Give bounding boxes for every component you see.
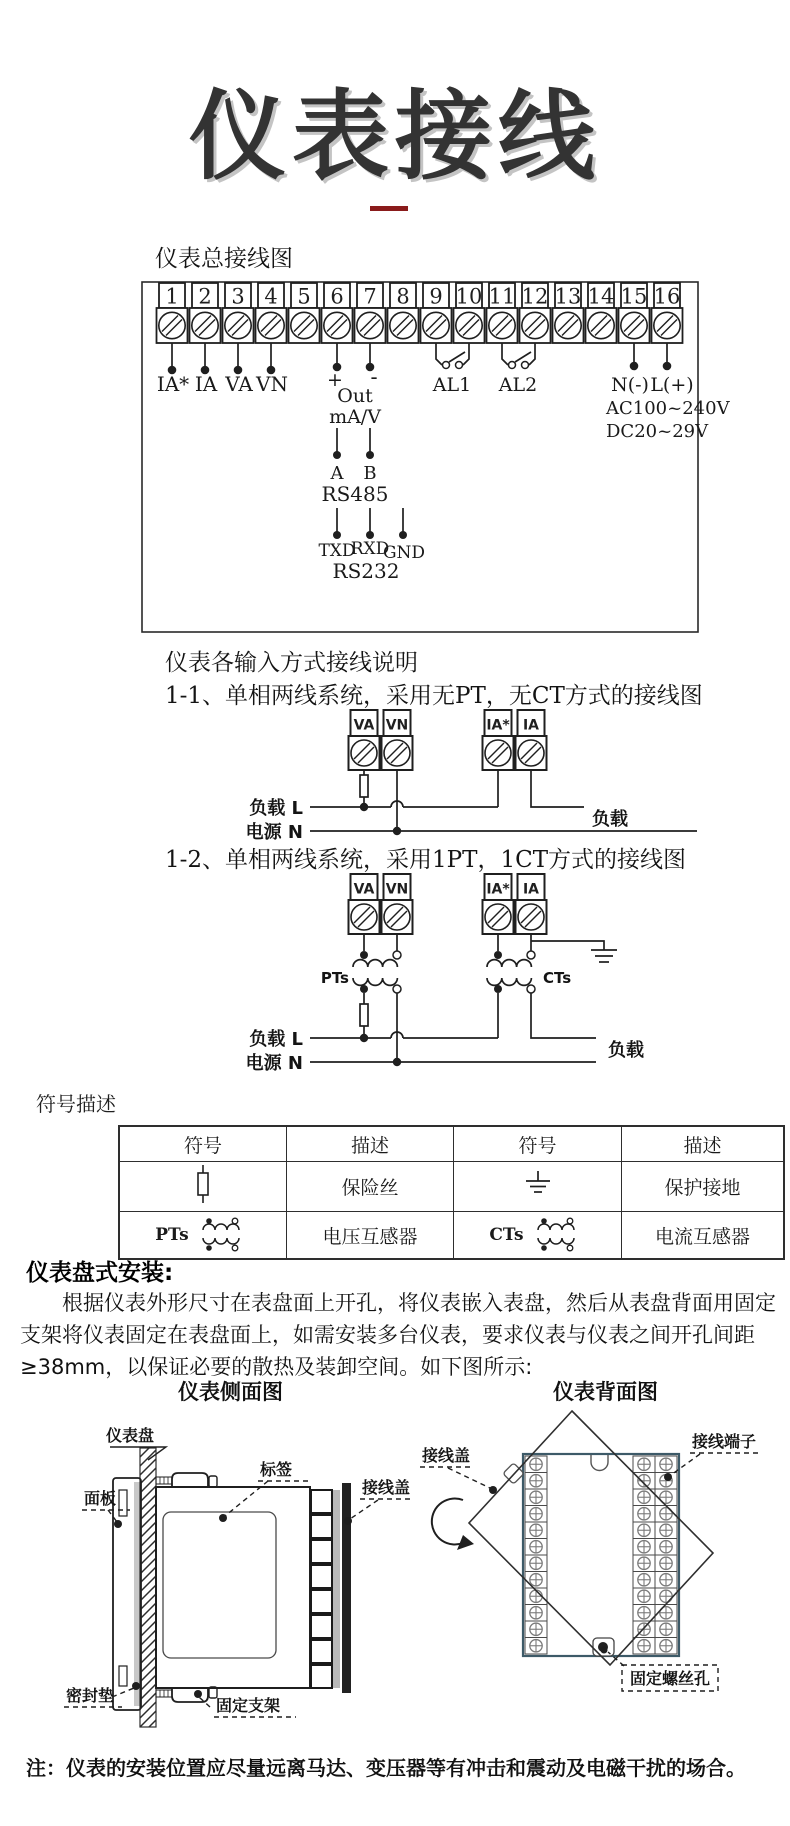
install-heading: 仪表盘式安装: (26, 1260, 174, 1286)
rotate-arrowhead (457, 1535, 474, 1550)
gnd-label: GND (382, 543, 426, 563)
terminal-cell (311, 1615, 332, 1638)
mode2-load-right-label: 负载 (608, 1040, 644, 1061)
screw-icon (518, 740, 544, 766)
terminal-number: 4 (264, 284, 278, 309)
install-paragraph: 根据仪表外形尺寸在表盘面上开孔，将仪表嵌入表盘，然后从表盘背面用固定支架将仪表固定在表盘面上，如需安装多台仪表，要求仪表与仪表之间开孔间距≥38mm，以保证必要的散热及装卸空间。如下图所示: (20, 1291, 776, 1379)
terminal-cell (311, 1515, 332, 1538)
back-view-title: 仪表背面图 (553, 1379, 658, 1404)
back-view-svg (390, 1400, 780, 1700)
master-labels (157, 365, 731, 583)
screw-icon (621, 312, 647, 338)
terminal-number: 5 (297, 284, 311, 309)
screw-icon (588, 312, 614, 338)
screw-icon (555, 312, 581, 338)
terminal-number: 9 (429, 284, 443, 309)
terminal-number: 13 (554, 284, 582, 309)
screw-icon (485, 904, 511, 930)
col-header-desc2: 描述 (622, 1126, 785, 1162)
earth-icon (523, 1171, 553, 1197)
input-modes-heading: 仪表各输入方式接线说明 (165, 650, 418, 676)
out-plus-label: + (327, 369, 343, 391)
ct-symbol-label: CTs (489, 1225, 524, 1245)
tag-label: 标签 (260, 1460, 293, 1479)
pt-desc: 电压互感器 (287, 1212, 454, 1260)
mode1-title: 1-1、单相两线系统，采用无PT，无CT方式的接线图 (165, 683, 703, 709)
screw-hole-label: 固定螺丝孔 (630, 1669, 711, 1688)
mode2-source-n-label: 电源 N (245, 1053, 303, 1074)
screw-icon (384, 740, 410, 766)
screw-icon (518, 904, 544, 930)
master-diagram-heading: 仪表总接线图 (155, 246, 293, 272)
al2-label: AL2 (498, 374, 538, 396)
rs485-label: RS485 (321, 482, 389, 506)
terminal-cell (311, 1565, 332, 1588)
terminal-number: 7 (363, 284, 377, 309)
ct-symbol-cell (454, 1212, 622, 1260)
terminal-cell (311, 1540, 332, 1563)
fuse-symbol-cell (119, 1162, 287, 1212)
col-header-desc: 描述 (287, 1126, 454, 1162)
terminal-label: IA* (486, 881, 510, 898)
terminal-label: IA (522, 717, 540, 734)
title-underline (370, 206, 408, 211)
terminal-number: 15 (620, 284, 648, 309)
terminal-block-label: 接线端子 (692, 1432, 757, 1451)
terminal-label: IA (522, 881, 540, 898)
screw-icon (456, 312, 482, 338)
terminal-label-vn: VN (256, 372, 288, 396)
mode2-terminals (349, 874, 547, 934)
screw-icon (489, 312, 515, 338)
terminal-label: VA (353, 717, 375, 734)
bottom-note: 注：仪表的安装位置应尽量远离马达、变压器等有冲击和震动及电磁干扰的场合。 (26, 1756, 746, 1780)
transformer-dots (360, 951, 535, 1066)
screw-icon (324, 312, 350, 338)
col-header-symbol: 符号 (119, 1126, 287, 1162)
screw-icon (159, 312, 185, 338)
terminal-strip (157, 283, 683, 343)
side-view-title: 仪表侧面图 (178, 1379, 283, 1404)
junction-dot (393, 827, 401, 835)
terminal-cell (311, 1490, 332, 1513)
terminal-label-va: VA (225, 372, 253, 396)
faceplate-label: 面板 (84, 1489, 117, 1508)
page-title: 仪表接线 (189, 80, 601, 193)
fuse-desc: 保险丝 (287, 1162, 454, 1212)
screw-icon (423, 312, 449, 338)
terminal-number: 11 (488, 284, 516, 309)
mode2-wires (310, 934, 617, 1062)
pt-symbol-label: PTs (155, 1225, 189, 1245)
terminal-number: 2 (198, 284, 212, 309)
pt-symbol-cell (119, 1212, 287, 1260)
terminal-label: VN (385, 717, 409, 734)
screw-icon (351, 904, 377, 930)
mode2-title: 1-2、单相两线系统，采用1PT，1CT方式的接线图 (165, 847, 687, 873)
terminal-cell (311, 1640, 332, 1663)
earth-desc: 保护接地 (622, 1162, 785, 1212)
bracket-label: 固定支架 (216, 1696, 281, 1715)
screw-icon (258, 312, 284, 338)
terminal-number: 12 (521, 284, 549, 309)
txd-label: TXD (318, 541, 356, 561)
terminal-number: 16 (653, 284, 681, 309)
screw-icon (192, 312, 218, 338)
terminal-number: 10 (455, 284, 483, 309)
rotate-arrow-icon (432, 1499, 463, 1545)
fuse-icon (190, 1163, 216, 1205)
out-minus-label: - (370, 365, 378, 389)
earth-symbol-cell (454, 1162, 622, 1212)
n-label: N(-) (611, 374, 649, 396)
screw-icon (485, 740, 511, 766)
mode1-load-right-label: 负载 (592, 809, 628, 830)
dc-range-label: DC20~29V (606, 421, 709, 442)
side-cover-label: 接线盖 (362, 1478, 411, 1497)
mode2-wiring-svg (140, 866, 700, 1074)
mode1-wires (310, 770, 697, 831)
ct-symbol-icon (530, 1215, 586, 1255)
terminal-label-ia-star: IA* (156, 372, 190, 396)
symbol-table (118, 1125, 785, 1260)
ac-range-label: AC100~240V (606, 398, 730, 419)
screw-icon (654, 312, 680, 338)
screw-icon (225, 312, 251, 338)
terminal-number: 14 (587, 284, 615, 309)
bezel-slot (119, 1490, 127, 1516)
fuse-icon (360, 1004, 368, 1026)
junction-dot (360, 803, 368, 811)
al1-label: AL1 (432, 374, 472, 396)
screw-icon (390, 312, 416, 338)
terminal-number: 1 (165, 284, 179, 309)
terminal-label: IA* (486, 717, 510, 734)
terminal-cells (311, 1490, 332, 1688)
mode1-terminals (349, 710, 547, 770)
rs232-label: RS232 (332, 559, 400, 583)
terminal-label: VA (353, 881, 375, 898)
screw-icon (522, 312, 548, 338)
ct-label: CTs (543, 969, 572, 987)
col-header-symbol2: 符号 (454, 1126, 622, 1162)
gasket-strip (134, 1482, 140, 1706)
mode1-load-l-label: 负载 L (249, 798, 303, 819)
terminal-cell (311, 1665, 332, 1688)
mode2-load-l-label: 负载 L (249, 1029, 303, 1050)
terminal-label: VN (385, 881, 409, 898)
rs485-b-label: B (363, 463, 377, 484)
out-label: Out (337, 385, 373, 407)
pt-label: PTs (320, 969, 349, 987)
symbol-table-caption: 符号描述 (36, 1092, 116, 1116)
mav-label: mA/V (329, 406, 381, 428)
rs485-a-label: A (330, 463, 344, 484)
mode1-source-n-label: 电源 N (245, 822, 303, 843)
side-view-svg (30, 1400, 420, 1735)
pt-symbol-icon (195, 1215, 251, 1255)
l-label: L(+) (650, 374, 694, 396)
panel-label: 仪表盘 (106, 1426, 155, 1445)
terminal-number: 6 (330, 284, 344, 309)
ct-desc: 电流互感器 (622, 1212, 785, 1260)
rxd-label: RXD (350, 539, 390, 559)
gasket-label: 密封垫 (66, 1686, 115, 1705)
terminal-cover-bar (342, 1483, 351, 1693)
mode1-wiring-svg (140, 698, 700, 844)
screw-icon (291, 312, 317, 338)
bezel-slot (119, 1666, 127, 1686)
terminal-number: 3 (231, 284, 245, 309)
screw-icon (384, 904, 410, 930)
master-wiring-svg (140, 245, 730, 645)
terminal-side-face (333, 1490, 340, 1688)
fuse-icon (360, 775, 368, 797)
screw-icon (357, 312, 383, 338)
terminal-cell (311, 1590, 332, 1613)
back-cover-label: 接线盖 (422, 1446, 471, 1465)
terminal-number: 8 (396, 284, 410, 309)
terminal-label-ia: IA (194, 372, 218, 396)
screw-icon (351, 740, 377, 766)
